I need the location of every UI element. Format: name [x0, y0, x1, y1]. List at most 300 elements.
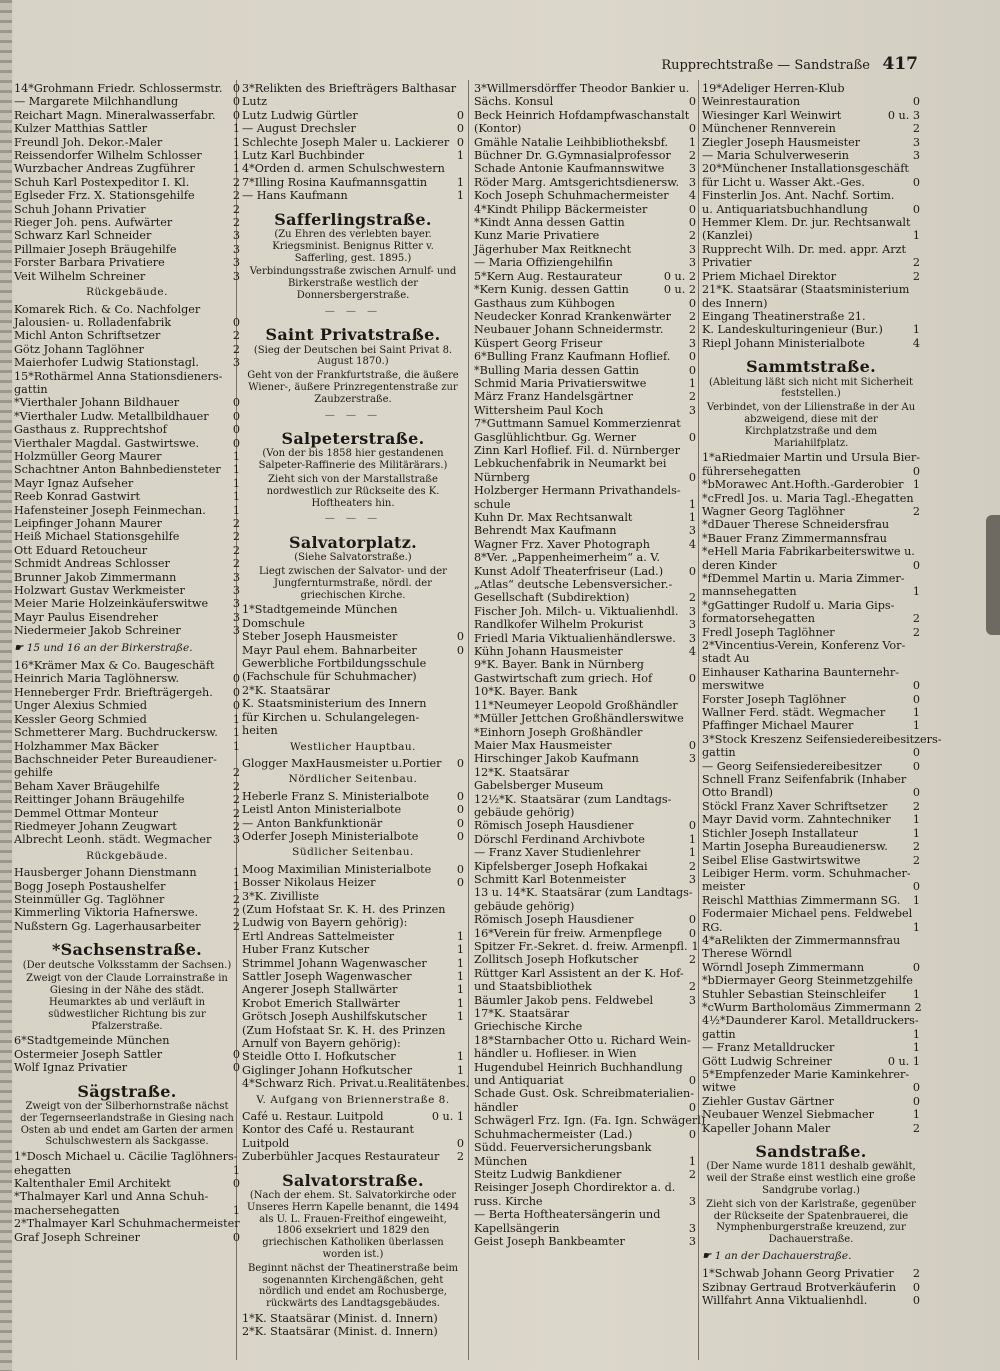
directory-entry: [14, 316, 240, 329]
directory-entry: [474, 457, 696, 470]
entry-text: *Thalmayer Karl und Anna Schuh-: [14, 1190, 209, 1204]
entry-text: *Bauer Franz Zimmermannsfrau: [702, 531, 887, 545]
entry-floor: [460, 603, 464, 616]
directory-entry: [14, 329, 240, 342]
entry-text: Stichler Joseph Installateur: [702, 826, 858, 840]
entry-floor: 0: [232, 685, 240, 699]
directory-entry: [702, 337, 920, 350]
entry-floor: 3: [688, 336, 696, 350]
entry-floor: 1: [456, 149, 464, 163]
directory-entry: [474, 82, 696, 95]
entry-text: — Georg Seifensiedereibesitzer: [702, 759, 882, 773]
entry-text: Bosser Nikolaus Heizer: [242, 876, 376, 890]
entry-text: Michl Anton Schriftsetzer: [14, 329, 161, 343]
entry-floor: [692, 1047, 696, 1060]
entry-floor: 1: [688, 832, 696, 846]
entry-text: 2*K. Staatsärar: [242, 683, 330, 697]
directory-entry: [702, 1014, 920, 1027]
entry-floor: 0 u. 1: [887, 1054, 920, 1068]
entry-text: Forster Joseph Taglöhner: [702, 692, 846, 706]
entry-text: Giglinger Johann Hofkutscher: [242, 1063, 413, 1077]
directory-entry: [474, 1141, 696, 1154]
entry-floor: 3: [688, 175, 696, 189]
entry-floor: 0: [232, 1047, 240, 1061]
entry-text: Kaltenthaler Emil Architekt: [14, 1177, 171, 1190]
entry-floor: 3: [688, 524, 696, 538]
entry-text: Niedermeier Jakob Schreiner: [14, 624, 181, 638]
entry-text: Wörndl Joseph Zimmermann: [702, 960, 865, 974]
directory-entry: [242, 997, 464, 1010]
entry-text: Schachtner Anton Bahnbediensteter: [14, 463, 221, 477]
directory-entry: [474, 551, 696, 564]
directory-entry: [14, 793, 240, 806]
entry-floor: 0: [912, 464, 920, 478]
directory-entry: [14, 490, 240, 503]
entry-floor: 2: [912, 256, 920, 270]
directory-entry: [474, 1222, 696, 1235]
entry-floor: 2: [912, 853, 920, 867]
directory-entry: [474, 95, 696, 108]
entry-floor: 2: [232, 906, 240, 920]
building-section-label: Nördlicher Seitenbau.: [288, 773, 418, 786]
entry-floor: 0: [232, 396, 240, 410]
directory-entry: [14, 396, 240, 409]
directory-entry: [474, 216, 696, 229]
entry-floor: 2: [232, 543, 240, 557]
street-note: Beginnt nächst der Theatinerstraße beim sogenannten Kirchengäßchen, geht nördlich und endet am Rochusberge, rückwärts des Landtagsgebäudes.: [247, 1262, 458, 1310]
entry-text: Hirschinger Jakob Kaufmann: [474, 752, 639, 766]
directory-entry: [702, 283, 920, 296]
street-note: (Zu Ehren des verlebten bayer. Kriegsminist. Benignus Ritter v. Safferling, gest. 1895.): [272, 229, 434, 264]
directory-entry: [14, 356, 240, 369]
entry-text: Heberle Franz S. Ministerialbote: [242, 789, 429, 803]
entry-floor: 1: [688, 376, 696, 390]
entry-floor: [692, 793, 696, 806]
entry-text: Eglseder Frz. X. Stationsgehilfe: [14, 189, 195, 203]
entry-floor: [237, 1150, 241, 1163]
entry-floor: 3: [232, 570, 240, 584]
directory-entry: [14, 1048, 240, 1061]
entry-floor: 3: [688, 993, 696, 1007]
entry-floor: [692, 484, 696, 497]
entry-text: und Antiquariat: [474, 1074, 564, 1088]
section-separator: — — —: [324, 409, 382, 421]
entry-text: (Kontor): [474, 122, 522, 136]
directory-entry: [14, 624, 240, 637]
directory-entry: [242, 1037, 464, 1050]
entry-text: formatorsehegatten: [702, 612, 815, 626]
directory-entry: [14, 893, 240, 906]
directory-entry: [702, 1095, 920, 1108]
directory-entry: [702, 1001, 920, 1014]
building-section-label: Westlicher Hauptbau.: [290, 740, 416, 753]
entry-floor: [692, 444, 696, 457]
entry-floor: 0: [912, 175, 920, 189]
entry-text: gattin: [702, 1027, 736, 1041]
column-2: [242, 82, 470, 1362]
entry-floor: [460, 657, 464, 670]
entry-floor: 0: [456, 876, 464, 890]
directory-entry: [242, 1110, 464, 1123]
column-3: [474, 82, 706, 1362]
street-heading: *Sachsenstraße.: [51, 940, 203, 960]
directory-entry: [242, 1150, 464, 1163]
directory-entry: [474, 1074, 696, 1087]
entry-text: Leibiger Herm. vorm. Schuhmacher-: [702, 866, 911, 880]
directory-entry: [702, 760, 920, 773]
street-note: (Nach der ehem. St. Salvatorkirche oder Unseres Herrn Kapelle benannt, die 1494 als U. L. Frauen-Freithof eingeweiht, 1806 exsekriert und 1829 den griechischen Katholiken überlassen worden ist.): [246, 1190, 460, 1261]
entry-floor: 1: [691, 940, 699, 953]
directory-entry: [474, 1168, 696, 1181]
directory-entry: [474, 1208, 696, 1221]
directory-entry: [14, 203, 240, 216]
entry-floor: 2: [688, 309, 696, 323]
entry-floor: 3: [232, 597, 240, 611]
directory-entry: [14, 1164, 240, 1177]
building-section-label: Rückgebäude.: [86, 849, 168, 862]
directory-entry: [14, 1190, 240, 1203]
entry-text: Arnulf von Bayern gehörig):: [242, 1037, 401, 1051]
entry-floor: 0: [912, 1081, 920, 1095]
directory-entry: [702, 256, 920, 269]
entry-text: 16*Krämer Max & Co. Baugeschäft: [14, 659, 215, 673]
entry-floor: 2: [232, 819, 240, 833]
entry-floor: 0: [232, 699, 240, 713]
entry-floor: [692, 1020, 696, 1033]
entry-text: Mayr David vorm. Zahntechniker: [702, 813, 891, 827]
entry-text: Koch Joseph Schuhmachermeister: [474, 189, 669, 203]
entry-text: Südd. Feuerversicherungsbank: [474, 1141, 652, 1155]
street-note: Zweigt von der Claude Lorrainstraße in Giesing in der Nähe des städt. Heumarktes ab und verläuft in südwestlicher Richtung bis zur Pfalzerstraße.: [26, 973, 228, 1032]
entry-text: Rupprecht Wilh. Dr. med. appr. Arzt: [702, 242, 906, 256]
entry-floor: 0: [688, 202, 696, 216]
column-1: [14, 82, 240, 1362]
entry-floor: 0: [456, 1136, 464, 1150]
entry-text: 8*Ver. „Pappenheimerheim“ a. V.: [474, 551, 660, 565]
entry-floor: 1: [232, 503, 240, 517]
directory-entry: [14, 504, 240, 517]
directory-entry: [14, 95, 240, 108]
entry-floor: [919, 1014, 923, 1027]
entry-text: Heinrich Maria Taglöhnersw.: [14, 672, 180, 686]
entry-floor: 0: [912, 786, 920, 800]
directory-entry: [14, 766, 240, 779]
entry-floor: 1: [232, 122, 240, 136]
entry-text: Schade Antonie Kaufmannswitwe: [474, 162, 665, 176]
entry-floor: 0 u. 1: [431, 1110, 464, 1124]
entry-text: *Vierthaler Ludw. Metallbildhauer: [14, 409, 209, 423]
entry-floor: [916, 934, 920, 947]
column-rule: [698, 80, 699, 1360]
entry-floor: [692, 457, 696, 470]
entry-floor: 2: [232, 919, 240, 933]
directory-entry: [702, 243, 920, 256]
directory-entry: [474, 833, 696, 846]
directory-entry: [474, 1020, 696, 1033]
entry-floor: 0: [688, 296, 696, 310]
entry-floor: [460, 95, 464, 108]
directory-entry: [702, 1081, 920, 1094]
entry-floor: [692, 726, 696, 739]
cross-reference-note: ☛ 1 an der Dachauerstraße.: [702, 1250, 852, 1263]
entry-floor: 1: [688, 846, 696, 860]
entry-text: Spitzer Fr.-Sekret. d. freiw. Armenpfl.: [474, 940, 688, 953]
directory-entry: [474, 243, 696, 256]
entry-text: Steitz Ludwig Bankdiener: [474, 1167, 622, 1181]
entry-floor: 0: [688, 1100, 696, 1114]
entry-floor: [236, 383, 240, 396]
entry-floor: [692, 806, 696, 819]
directory-entry: [702, 1281, 920, 1294]
entry-floor: 0: [688, 671, 696, 685]
entry-text: 7*Illing Rosina Kaufmannsgattin: [242, 175, 428, 189]
entry-text: Gasglühlichtbur. Gg. Werner: [474, 430, 637, 444]
directory-entry: [702, 297, 920, 310]
entry-floor: 1: [232, 726, 240, 740]
directory-entry: [14, 820, 240, 833]
directory-entry: [14, 544, 240, 557]
entry-text: Willfahrt Anna Viktualienhdl.: [702, 1294, 868, 1308]
directory-entry: [702, 813, 920, 826]
entry-text: *gGattinger Rudolf u. Maria Gips-: [702, 598, 895, 612]
entry-floor: 3: [688, 618, 696, 632]
entry-text: Kimmerling Viktoria Hafnerswe.: [14, 906, 199, 920]
directory-entry: [474, 256, 696, 269]
entry-text: 18*Starnbacher Otto u. Richard Wein-: [474, 1033, 691, 1047]
entry-floor: 1: [688, 497, 696, 511]
directory-entry: [242, 1123, 464, 1136]
entry-floor: [693, 886, 697, 899]
entry-floor: 0: [912, 880, 920, 894]
entry-text: meister: [702, 880, 746, 894]
entry-floor: 3: [232, 356, 240, 370]
building-section-label: Rückgebäude.: [86, 286, 168, 299]
directory-entry: [474, 162, 696, 175]
directory-entry: [474, 1007, 696, 1020]
entry-floor: [460, 1024, 464, 1037]
directory-entry: [242, 162, 464, 175]
directory-entry: [702, 505, 920, 518]
directory-entry: [702, 149, 920, 162]
directory-entry: [702, 310, 920, 323]
entry-floor: [460, 162, 464, 175]
entry-floor: 2: [912, 612, 920, 626]
entry-floor: 0: [232, 82, 240, 95]
entry-text: Einhauser Katharina Baunternehr-: [702, 665, 899, 679]
entry-floor: [692, 779, 696, 792]
entry-text: (Zum Hofstaat Sr. K. H. des Prinzen: [242, 1023, 446, 1037]
building-section-label: Südlicher Seitenbau.: [292, 846, 414, 859]
entry-floor: [692, 1007, 696, 1020]
entry-floor: 2: [688, 980, 696, 994]
entry-text: gebäude gehörig): [474, 805, 575, 819]
directory-entry: [14, 82, 240, 95]
entry-floor: [916, 947, 920, 960]
directory-entry: [702, 947, 920, 960]
section-separator: — — —: [324, 513, 382, 525]
directory-entry: [14, 370, 240, 383]
entry-floor: 0: [456, 135, 464, 149]
directory-entry: [14, 557, 240, 570]
entry-text: Vierthaler Magdal. Gastwirtswe.: [14, 436, 200, 450]
directory-entry: [702, 203, 920, 216]
directory-entry: [242, 684, 464, 697]
entry-floor: 2: [688, 1167, 696, 1181]
street-heading: Salpeterstraße.: [281, 429, 425, 449]
directory-entry: [702, 974, 920, 987]
entry-floor: 0: [912, 746, 920, 760]
entry-floor: 1: [232, 476, 240, 490]
entry-floor: [916, 666, 920, 679]
street-note: Zweigt von der Silberhornstraße nächst der Tegernseerlandstraße in Giesing nach Osten ab und endet am Garten der armen Schulschwestern als Sackgasse.: [20, 1101, 234, 1148]
directory-entry: [14, 410, 240, 423]
entry-floor: [692, 967, 696, 980]
directory-entry: [702, 894, 920, 907]
entry-floor: 2: [912, 269, 920, 283]
directory-entry: [474, 1155, 696, 1168]
entry-floor: [236, 659, 240, 672]
directory-entry: [474, 1061, 696, 1074]
directory-entry: [14, 699, 240, 712]
entry-text: 5*Kern Aug. Restaurateur: [474, 269, 622, 283]
entry-text: schule: [474, 497, 511, 511]
directory-entry: [702, 545, 920, 558]
directory-entry: [14, 1034, 240, 1047]
entry-floor: 3: [232, 242, 240, 256]
entry-floor: 0: [232, 1230, 240, 1244]
entry-floor: [236, 1190, 240, 1203]
entry-text: Weinrestauration: [702, 95, 801, 109]
entry-text: Eingang Theatinerstraße 21.: [702, 309, 866, 323]
entry-floor: [460, 903, 464, 916]
entry-floor: 3: [688, 631, 696, 645]
entry-floor: [460, 617, 464, 630]
entry-floor: [460, 711, 464, 724]
entry-text: 6*Stadtgemeinde München: [14, 1034, 170, 1048]
entry-text: Ertl Andreas Sattelmeister: [242, 929, 395, 943]
entry-floor: 2: [912, 1267, 920, 1281]
directory-entry: [702, 518, 920, 531]
directory-entry: [474, 404, 696, 417]
entry-floor: 3: [232, 624, 240, 638]
entry-text: händler: [474, 1100, 518, 1114]
entry-text: Gött Ludwig Schreiner: [702, 1054, 832, 1068]
street-heading: Saint Privatstraße.: [265, 325, 441, 345]
directory-entry: [474, 565, 696, 578]
entry-floor: 1: [456, 956, 464, 970]
directory-entry: [474, 752, 696, 765]
directory-entry: [474, 431, 696, 444]
directory-entry: [702, 270, 920, 283]
entry-text: 15*Rothärmel Anna Stationsdieners-: [14, 369, 223, 383]
entry-text: gattin: [702, 746, 736, 760]
directory-entry: [474, 699, 696, 712]
entry-floor: 1: [912, 920, 920, 934]
entry-floor: [692, 1061, 696, 1074]
entry-text: Kessler Georg Schmied: [14, 712, 147, 726]
entry-floor: 2: [232, 779, 240, 793]
entry-floor: 1: [456, 970, 464, 983]
entry-text: 1*Dosch Michael u. Cäcilie Taglöhners-: [14, 1150, 238, 1164]
entry-text: Kapeller Johann Maler: [702, 1121, 831, 1135]
entry-text: Therese Wörndl: [702, 947, 792, 961]
entry-text: mannsehegatten: [702, 585, 797, 599]
entry-text: — Berta Hoftheatersängerin und: [474, 1208, 661, 1222]
entry-floor: 0: [912, 960, 920, 974]
directory-entry: [474, 390, 696, 403]
entry-text: Jägerhuber Max Reitknecht: [474, 242, 632, 256]
directory-entry: [14, 571, 240, 584]
directory-entry: [474, 846, 696, 859]
entry-text: Sattler Joseph Wagenwascher: [242, 970, 412, 983]
entry-floor: 0: [912, 759, 920, 773]
entry-text: Kühn Johann Hausmeister: [474, 645, 623, 659]
entry-text: Kunz Marie Privatiere: [474, 229, 600, 243]
binding-gutter: [0, 0, 12, 1371]
directory-entry: [14, 463, 240, 476]
entry-text: Reisinger Joseph Chordirektor a. d.: [474, 1181, 676, 1195]
entry-floor: 3: [232, 610, 240, 624]
entry-text: Behrendt Max Kaufmann: [474, 524, 617, 538]
directory-entry: [14, 136, 240, 149]
entry-text: Angerer Joseph Stallwärter: [242, 983, 398, 997]
entry-text: *Einhorn Joseph Großhändler: [474, 725, 643, 739]
directory-entry: [474, 953, 696, 966]
entry-floor: 0: [912, 1280, 920, 1294]
directory-entry: [702, 162, 920, 175]
entry-text: 12*K. Staatsärar: [474, 765, 570, 779]
entry-text: 1*K. Staatsärar (Minist. d. Innern): [242, 1312, 438, 1326]
directory-entry: [474, 578, 696, 591]
directory-entry: [242, 82, 464, 95]
entry-text: 2*Vincentius-Verein, Konferenz Vor-: [702, 639, 906, 652]
entry-text: Reissendorfer Wilhelm Schlosser: [14, 149, 202, 163]
entry-text: Finsterlin Jos. Ant. Nachf. Sortim.: [702, 189, 895, 203]
entry-floor: [236, 303, 240, 316]
entry-text: Schmid Maria Privatierswitwe: [474, 376, 647, 390]
entry-text: Ziehler Gustav Gärtner: [702, 1094, 834, 1108]
directory-entry: [702, 880, 920, 893]
entry-text: Sächs. Konsul: [474, 95, 554, 109]
entry-text: Schlechte Joseph Maler u. Lackierer: [242, 135, 450, 149]
entry-text: Steidle Otto I. Hofkutscher: [242, 1050, 396, 1064]
directory-entry: [702, 934, 920, 947]
directory-entry: [702, 800, 920, 813]
entry-text: Nußstern Gg. Lagerhausarbeiter: [14, 919, 201, 933]
entry-text: 9*K. Bayer. Bank in Nürnberg: [474, 658, 644, 672]
directory-entry: [474, 283, 696, 296]
entry-floor: 3: [232, 584, 240, 598]
entry-floor: [942, 733, 946, 746]
entry-text: 14*Grohmann Friedr. Schlossermstr.: [14, 82, 223, 95]
directory-entry: [242, 970, 464, 983]
entry-floor: [916, 243, 920, 256]
entry-floor: [692, 551, 696, 564]
section-separator: — — —: [324, 305, 382, 317]
running-header-title: Rupprechtstraße — Sandstraße: [661, 58, 870, 73]
directory-entry: [702, 465, 920, 478]
entry-floor: [916, 297, 920, 310]
entry-text: Kulzer Matthias Sattler: [14, 122, 148, 136]
entry-floor: [920, 451, 924, 464]
entry-text: 3*K. Zivilliste: [242, 889, 320, 903]
entry-text: Bäumler Jakob pens. Feldwebel: [474, 993, 654, 1007]
entry-floor: 2: [912, 799, 920, 813]
street-note: Liegt zwischen der Salvator- und der Jungfernturmstraße, nördl. der griechischen Kirche.: [259, 566, 447, 601]
directory-entry: [242, 122, 464, 135]
entry-text: Glogger MaxHausmeister u.Portier: [242, 756, 442, 770]
entry-text: Szibnay Gertraud Brotverkäuferin: [702, 1280, 897, 1294]
